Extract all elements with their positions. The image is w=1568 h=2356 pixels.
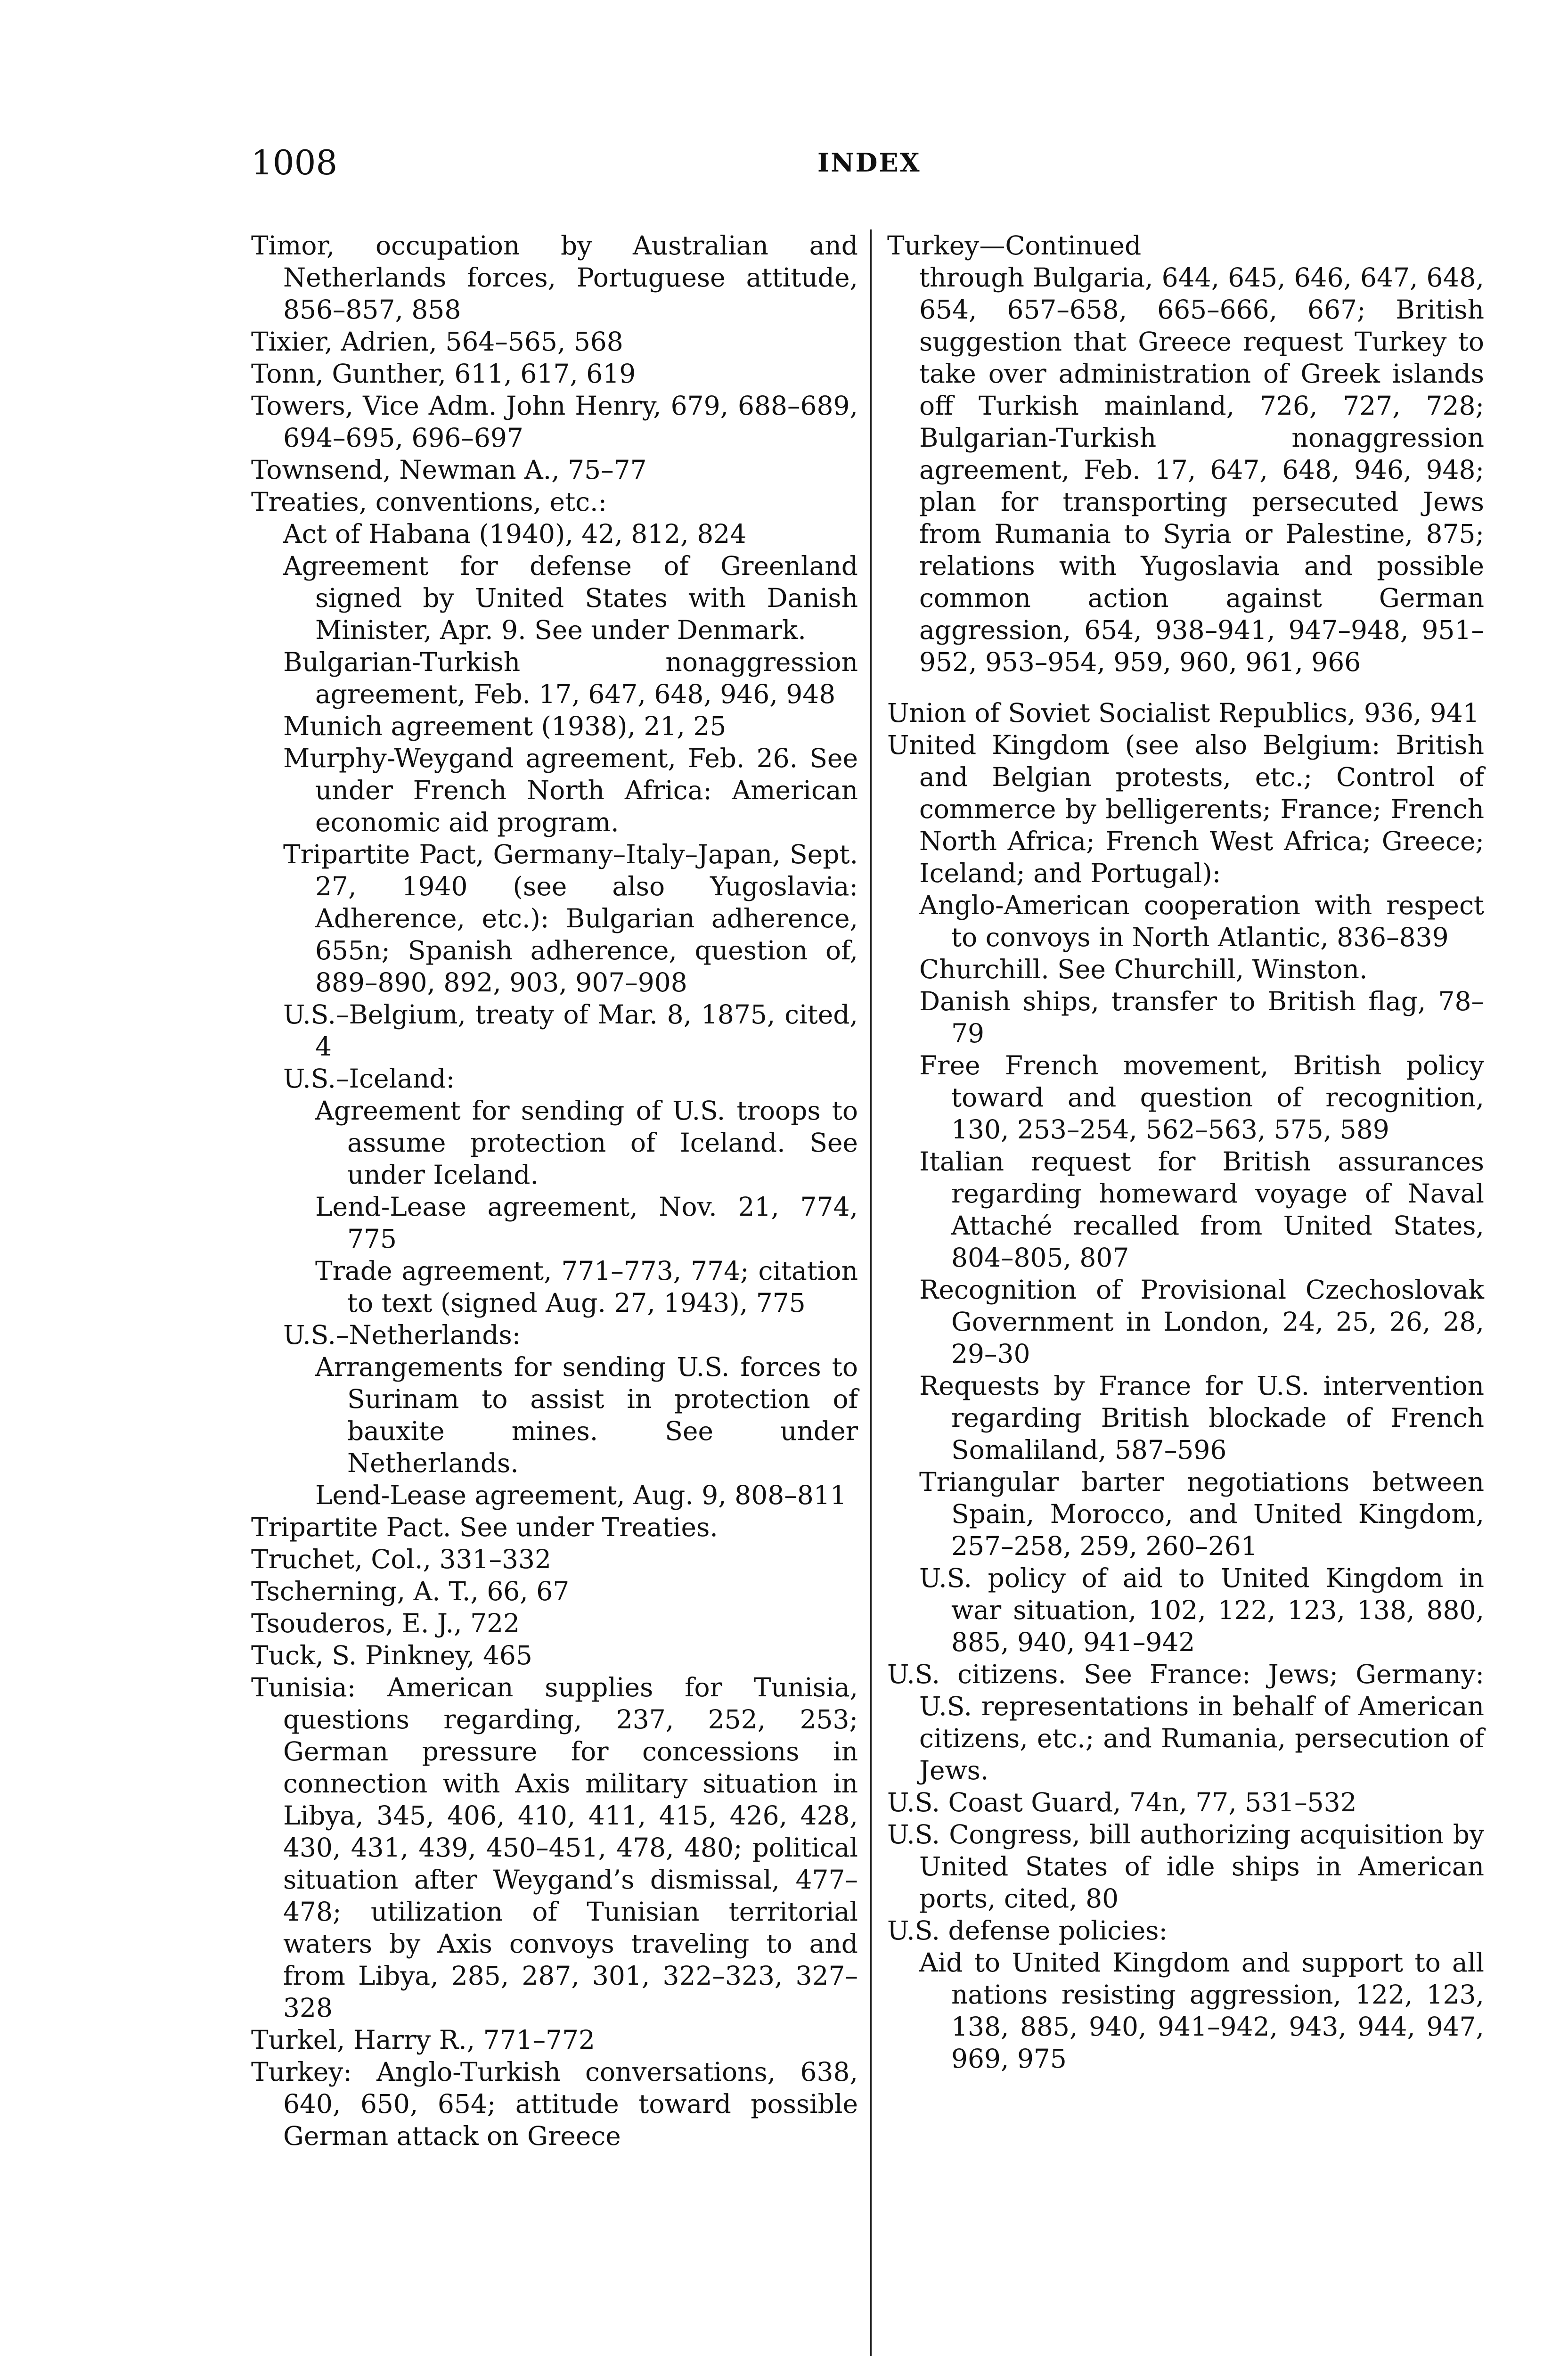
left-index-entry: Truchet, Col., 331–332 — [251, 1544, 551, 1574]
left-index-entry: Bulgarian-Turkish nonaggression agreement, Feb. 17, 647, 648, 946, 948 — [283, 647, 858, 709]
left-index-entry: Munich agreement (1938), 21, 25 — [283, 711, 727, 741]
right-index-entry: United Kingdom (see also Belgium: British and Belgian protests, etc.; Control of commerce by belligerents; France; French North Africa; French West Africa; Greece; Iceland; and Portugal): — [887, 730, 1484, 888]
left-index-entry: Turkel, Harry R., 771–772 — [251, 2025, 596, 2055]
column-rule — [870, 229, 872, 2356]
left-index-entry: Lend-Lease agreement, Aug. 9, 808–811 — [315, 1480, 847, 1510]
left-index-entry: Tonn, Gunther, 611, 617, 619 — [251, 359, 636, 389]
right-index-entry: Anglo-American cooperation with respect to convoys in North Atlantic, 836–839 — [919, 890, 1484, 952]
left-index-entry: Tixier, Adrien, 564–565, 568 — [251, 327, 623, 357]
right-index-entry: Requests by France for U.S. intervention regarding British blockade of French Somaliland, 587–596 — [919, 1371, 1484, 1465]
left-index-entry: Tsouderos, E. J., 722 — [251, 1608, 520, 1638]
right-index-entry: Italian request for British assurances regarding homeward voyage of Naval Attaché recalled from United States, 804–805, 807 — [919, 1146, 1484, 1273]
left-index-entry: Turkey: Anglo-Turkish conversations, 638, 640, 650, 654; attitude toward possible German attack on Greece — [251, 2057, 858, 2151]
left-index-entry: U.S.–Iceland: — [283, 1063, 455, 1094]
left-index-entry: Timor, occupation by Australian and Netherlands forces, Portuguese attitude, 856–857, 858 — [251, 230, 858, 325]
right-index-entry: U.S. Coast Guard, 74n, 77, 531–532 — [887, 1787, 1357, 1817]
right-index-entry: Turkey—Continued — [887, 230, 1142, 261]
right-index-entry: U.S. defense policies: — [887, 1915, 1168, 1946]
left-index-entry: U.S.–Netherlands: — [283, 1320, 521, 1350]
left-index-entry: Act of Habana (1940), 42, 812, 824 — [283, 519, 747, 549]
left-index-entry: Towers, Vice Adm. John Henry, 679, 688–689, 694–695, 696–697 — [251, 391, 858, 453]
right-index-entry: Recognition of Provisional Czechoslovak Government in London, 24, 25, 26, 28, 29–30 — [919, 1275, 1484, 1369]
running-head: INDEX — [817, 147, 921, 178]
right-index-entry: U.S. policy of aid to United Kingdom in war situation, 102, 122, 123, 138, 880, 885, 940, 941–942 — [919, 1563, 1484, 1657]
right-index-entry: U.S. citizens. See France: Jews; Germany: U.S. representations in behalf of American citizens, etc.; and Rumania, persecution of Jews. — [887, 1659, 1484, 1785]
right-index-entry: Danish ships, transfer to British flag, 78–79 — [919, 986, 1484, 1048]
right-index-entry: through Bulgaria, 644, 645, 646, 647, 648, 654, 657–658, 665–666, 667; British suggestion that Greece request Turkey to take over administration of Greek islands off Turkish mainland, 726, 727, 728; Bulgarian-Turkish nonaggression agreement, Feb. 17, 647, 648, 946, 948; plan for transporting persecuted Jews from Rumania to Syria or Palestine, 875; relations with Yugoslavia and possible common action against German aggression, 654, 938–941, 947–948, 951–952, 953–954, 959, 960, 961, 966 — [919, 262, 1484, 677]
page-number: 1008 — [251, 143, 338, 182]
left-index-entry: Lend-Lease agreement, Nov. 21, 774, 775 — [315, 1192, 858, 1254]
left-index-entry: Murphy-Weygand agreement, Feb. 26. See under French North Africa: American economic aid program. — [283, 743, 858, 837]
left-index-entry: Tripartite Pact. See under Treaties. — [251, 1512, 718, 1542]
left-index-entry: Agreement for sending of U.S. troops to assume protection of Iceland. See under Iceland. — [315, 1096, 858, 1190]
left-index-entry: Tscherning, A. T., 66, 67 — [251, 1576, 570, 1606]
right-column — [887, 229, 1484, 2075]
right-index-entry: Aid to United Kingdom and support to all nations resisting aggression, 122, 123, 138, 885, 940, 941–942, 943, 944, 947, 969, 975 — [919, 1947, 1484, 2074]
left-index-entry: Trade agreement, 771–773, 774; citation to text (signed Aug. 27, 1943), 775 — [315, 1256, 858, 1318]
left-index-entry: Agreement for defense of Greenland signed by United States with Danish Minister, Apr. 9. See under Denmark. — [283, 551, 858, 645]
left-index-entry: Tripartite Pact, Germany–Italy–Japan, Sept. 27, 1940 (see also Yugoslavia: Adherence, etc.): Bulgarian adherence, 655n; Spanish adherence, question of, 889–890, 892, 903, 907–908 — [283, 839, 858, 998]
right-index-entry: Churchill. See Churchill, Winston. — [919, 954, 1368, 984]
left-index-entry: Tuck, S. Pinkney, 465 — [251, 1640, 532, 1670]
left-index-entry: Treaties, conventions, etc.: — [251, 487, 607, 517]
left-index-entry: Townsend, Newman A., 75–77 — [251, 455, 647, 485]
left-index-entry: Tunisia: American supplies for Tunisia, questions regarding, 237, 252, 253; German pressure for concessions in connection with Axis military situation in Libya, 345, 406, 410, 411, 415, 426, 428, 430, 431, 439, 450–451, 478, 480; political situation after Weygand’s dismissal, 477–478; utilization of Tunisian territorial waters by Axis convoys traveling to and from Libya, 285, 287, 301, 322–323, 327–328 — [251, 1672, 858, 2023]
right-index-entry: U.S. Congress, bill authorizing acquisition by United States of idle ships in American ports, cited, 80 — [887, 1819, 1484, 1914]
right-index-entry: Union of Soviet Socialist Republics, 936, 941 — [887, 698, 1479, 728]
left-column — [251, 229, 858, 2152]
left-index-entry: Arrangements for sending U.S. forces to Surinam to assist in protection of bauxite mines. See under Netherlands. — [315, 1352, 858, 1478]
right-index-entry: Triangular barter negotiations between Spain, Morocco, and United Kingdom, 257–258, 259, 260–261 — [919, 1467, 1484, 1561]
right-index-entry: Free French movement, British policy toward and question of recognition, 130, 253–254, 562–563, 575, 589 — [919, 1050, 1484, 1145]
left-index-entry: U.S.–Belgium, treaty of Mar. 8, 1875, cited, 4 — [283, 999, 858, 1062]
